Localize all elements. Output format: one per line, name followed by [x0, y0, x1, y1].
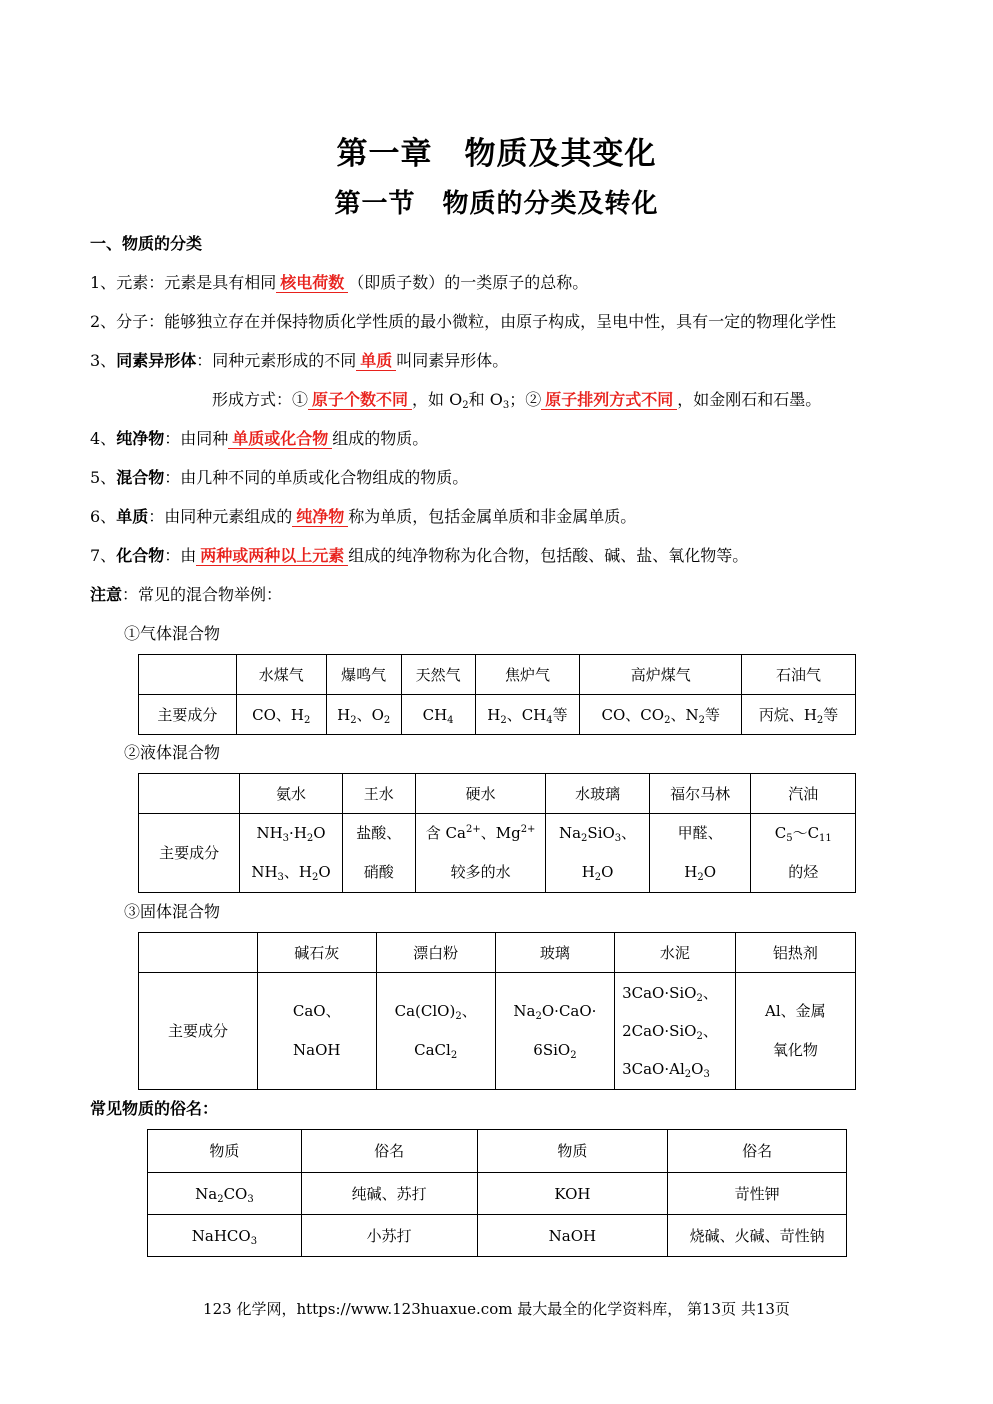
answer: 核电荷数 [276, 273, 348, 293]
table-row: 主要成分 CaO、 NaOH $Ca(ClO)_2$、 CaCl$_2$ $Na_2O\cdot CaO\cdot$ 6SiO$_2$ 3CaO·SiO$_2$、 2CaO·SiO$_2$、 $3CaO\cdot Al_2O_3$ Al、金属 氧化物 [139, 973, 856, 1090]
section-heading: 一、物质的分类 [90, 234, 203, 253]
answer: 纯净物 [292, 507, 348, 527]
table-header-row: 水煤气 爆鸣气 天然气 焦炉气 高炉煤气 石油气 [139, 655, 856, 695]
table-header-row: 氨水 王水 硬水 水玻璃 福尔马林 汽油 [139, 774, 856, 814]
note: 注意：常见的混合物举例： [90, 585, 283, 604]
table-row: 主要成分 $NH_3\cdot H_2O$ $NH_3$、$H_2O$ 盐酸、 硝酸 含 $Ca^{2+}$、$Mg^{2+}$ 较多的水 $Na_2SiO_3$、 $H_2O$ 甲醛、 $H_2O$ $C_5\sim C_{11}$ 的烃 [139, 814, 856, 893]
answer: 原子排列方式不同 [541, 390, 677, 410]
chapter-title: 第一章 物质及其变化 [336, 136, 657, 172]
page-footer: 123 化学网，https://www.123huaxue.com 最大最全的化学资料库， 第13页 共13页 [203, 1300, 790, 1318]
answer: 单质 [356, 351, 396, 371]
gas-mixture-table [138, 654, 856, 735]
answer: 原子个数不同 [308, 390, 412, 410]
table-header-row: 碱石灰 漂白粉 玻璃 水泥 铝热剂 [139, 933, 856, 973]
item-mixture: 5、混合物：由几种不同的单质或化合物组成的物质。 [90, 468, 469, 487]
item-allotrope: 3、同素异形体：同种元素形成的不同 单质 叫同素异形体。 [90, 351, 509, 370]
section-title: 第一节 物质的分类及转化 [334, 189, 659, 219]
gas-mixture-title: ①气体混合物 [124, 624, 221, 643]
table-row: $Na_2CO_3$ 纯碱、苏打 KOH 苛性钾 [148, 1173, 847, 1215]
liquid-mixture-title: ②液体混合物 [124, 743, 221, 762]
item-element: 1、元素：元素是具有相同 核电荷数 （即质子数）的一类原子的总称。 [90, 273, 589, 292]
item-molecule: 2、分子：能够独立存在并保持物质化学性质的最小微粒，由原子构成，呈电中性，具有一定的物理化学性 [90, 312, 837, 331]
table-header-row: 物质 俗名 物质 俗名 [148, 1130, 847, 1173]
common-names-title: 常见物质的俗名： [90, 1099, 219, 1118]
answer: 两种或两种以上元素 [196, 546, 348, 566]
item-compound: 7、化合物：由 两种或两种以上元素 组成的纯净物称为化合物，包括酸、碱、盐、氧化物等。 [90, 546, 749, 565]
liquid-mixture-table [138, 773, 856, 893]
item-elementary-substance: 6、单质：由同种元素组成的 纯净物 称为单质，包括金属单质和非金属单质。 [90, 507, 637, 526]
solid-mixture-title: ③固体混合物 [124, 902, 221, 921]
common-names-table [147, 1129, 847, 1257]
table-row: NaHCO$_3$ 小苏打 NaOH 烧碱、火碱、苛性钠 [148, 1215, 847, 1257]
item-pure-substance: 4、纯净物：由同种 单质或化合物 组成的物质。 [90, 429, 429, 448]
table-row: 主要成分 CO、$H_2$ $H_2$、$O_2$ $CH_4$ $H_2$、$CH_4$等 CO、$CO_2$、$N_2$等 丙烷、$H_2$等 [139, 695, 856, 735]
item-allotrope-ways: 形成方式：① 原子个数不同 ，如 $O_2$和 $O_3$；② 原子排列方式不同 ，如金刚石和石墨。 [212, 390, 822, 411]
answer: 单质或化合物 [228, 429, 332, 449]
solid-mixture-table [138, 932, 856, 1090]
